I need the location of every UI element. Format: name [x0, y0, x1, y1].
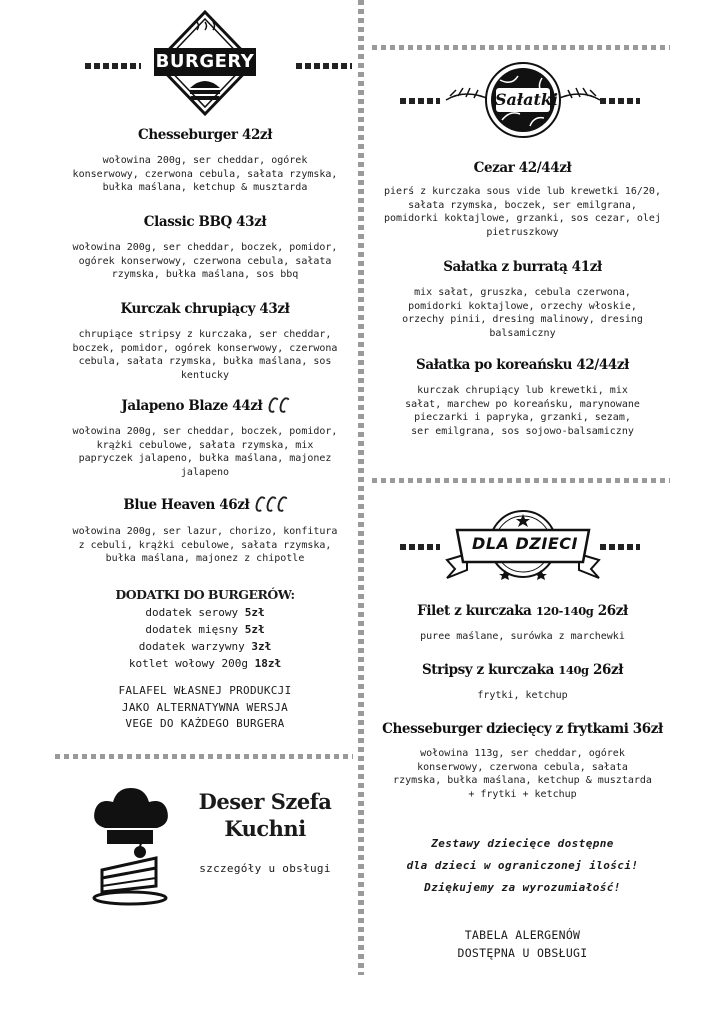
dots-right — [600, 544, 640, 550]
burger-item-name-spicy — [70, 496, 340, 513]
burger-item-name: Classic BBQ 43zł — [143, 214, 267, 230]
salad-item-desc: pierś z kurczaka sous vide lub krewetki 16/20, sałata rzymska, boczek, ser emilgrana, pomidorki koktajlowe, grzanki, sos cezar, olej pietruszkowy — [384, 186, 661, 238]
salad-item-name: Cezar 42/44zł — [473, 160, 572, 176]
salad-item-name: Sałatka po koreańsku 42/44zł — [416, 357, 629, 373]
kids-item-desc: puree maślane, surówka z marchewki — [420, 631, 625, 642]
burger-item-name: Blue Heaven 46zł — [123, 497, 250, 513]
dzieci-header — [375, 508, 670, 588]
burger-item-desc: wołowina 200g, ser cheddar, ogórek konserwowy, czerwona cebula, sałata rzymska, bułka maślana, ketchup & musztarda — [72, 155, 338, 193]
dots-left — [85, 63, 141, 69]
burger-item-desc: chrupiące stripsy z kurczaka, ser cheddar, boczek, pomidor, ogórek konserwowy, czerwona cebula, sałata rzymska, bułka maślana, sos kentucky — [72, 329, 338, 381]
deser-section — [80, 780, 350, 910]
chili-icon — [267, 396, 280, 414]
addon-item: dodatek warzywny 3zł — [138, 640, 272, 653]
burgery-section — [70, 0, 340, 760]
burger-item-name: Chesseburger 42zł — [138, 127, 272, 143]
kids-item-desc: frytki, ketchup — [477, 690, 568, 701]
dzieci-section — [375, 0, 670, 980]
deser-title: Deser Szefa Kuchni — [198, 789, 332, 841]
burger-item-name: Kurczak chrupiący 43zł — [120, 301, 290, 317]
chef-cake-icon — [90, 786, 170, 906]
burger-item-desc: wołowina 200g, ser lazur, chorizo, konfitura z cebuli, krążki cebulowe, sałata rzymska, bułka maślana, majonez z chipotle — [72, 526, 338, 564]
burger-item-name: Jalapeno Blaze 44zł — [121, 398, 263, 414]
dots-right — [296, 63, 352, 69]
burger-item-desc: wołowina 200g, ser cheddar, boczek, pomidor, ogórek konserwowy, czerwona cebula, sałata rzymska, bułka maślana, sos bbq — [72, 242, 338, 280]
addons-title: DODATKI DO BURGERÓW: — [115, 587, 295, 602]
kids-item-name: Filet z kurczaka 120-140g 26zł — [417, 603, 628, 619]
kids-notice: Zestawy dziecięce dostępne dla dzieci w ograniczonej ilości! Dziękujemy za wyrozumiałość! — [406, 837, 639, 894]
burger-item-name-spicy — [70, 397, 340, 414]
addon-item: dodatek mięsny 5zł — [145, 623, 265, 636]
chili-icon — [265, 495, 278, 513]
salatki-logo-text: Sałatki — [495, 90, 558, 109]
addon-item: dodatek serowy 5zł — [145, 606, 265, 619]
allergen-note: TABELA ALERGENÓW DOSTĘPNA U OBSŁUGI — [457, 928, 588, 960]
salad-item-name: Sałatka z burratą 41zł — [443, 259, 602, 275]
dots-left — [400, 544, 440, 550]
kids-item-name: Chesseburger dziecięcy z frytkami 36zł — [382, 721, 663, 737]
chili-icon — [276, 495, 289, 513]
dzieci-logo-text: DLA DZIECI — [472, 534, 578, 553]
salad-item-desc: kurczak chrupiący lub krewetki, mix sałat, marchew po koreańsku, marynowane pieczarki i papryka, grzanki, sezam, ser emilgrana, sos sojowo-balsamiczny — [405, 385, 640, 437]
vertical-divider — [358, 0, 364, 975]
kids-item-desc: wołowina 113g, ser cheddar, ogórek konserwowy, czerwona cebula, sałata rzymska, bułka maślana, ketchup & musztarda + frytki + ketchup — [393, 748, 652, 800]
kids-item-name: Stripsy z kurczaka 140g 26zł — [421, 662, 624, 678]
burgery-header — [70, 8, 340, 118]
vege-note: FALAFEL WŁASNEJ PRODUKCJI JAKO ALTERNATYWNA WERSJA VEGE DO KAŻDEGO BURGERA — [118, 684, 292, 730]
burgery-logo-text: BURGERY — [155, 51, 255, 72]
burger-item-desc: wołowina 200g, ser cheddar, boczek, pomidor, krążki cebulowe, sałata rzymska, mix papryczek jalapeno, bułka maślana, majonez jalapeno — [72, 426, 338, 478]
chili-icon — [278, 396, 291, 414]
salad-item-desc: mix sałat, gruszka, cebula czerwona, pomidorki koktajlowe, orzechy włoskie, orzechy pinii, dresing malinowy, dresing balsamiczny — [402, 287, 643, 339]
deser-subtitle: szczegóły u obsługi — [199, 862, 331, 875]
addons-block — [70, 587, 340, 672]
addon-item: kotlet wołowy 200g 18zł — [128, 657, 282, 670]
chili-icon — [254, 495, 267, 513]
